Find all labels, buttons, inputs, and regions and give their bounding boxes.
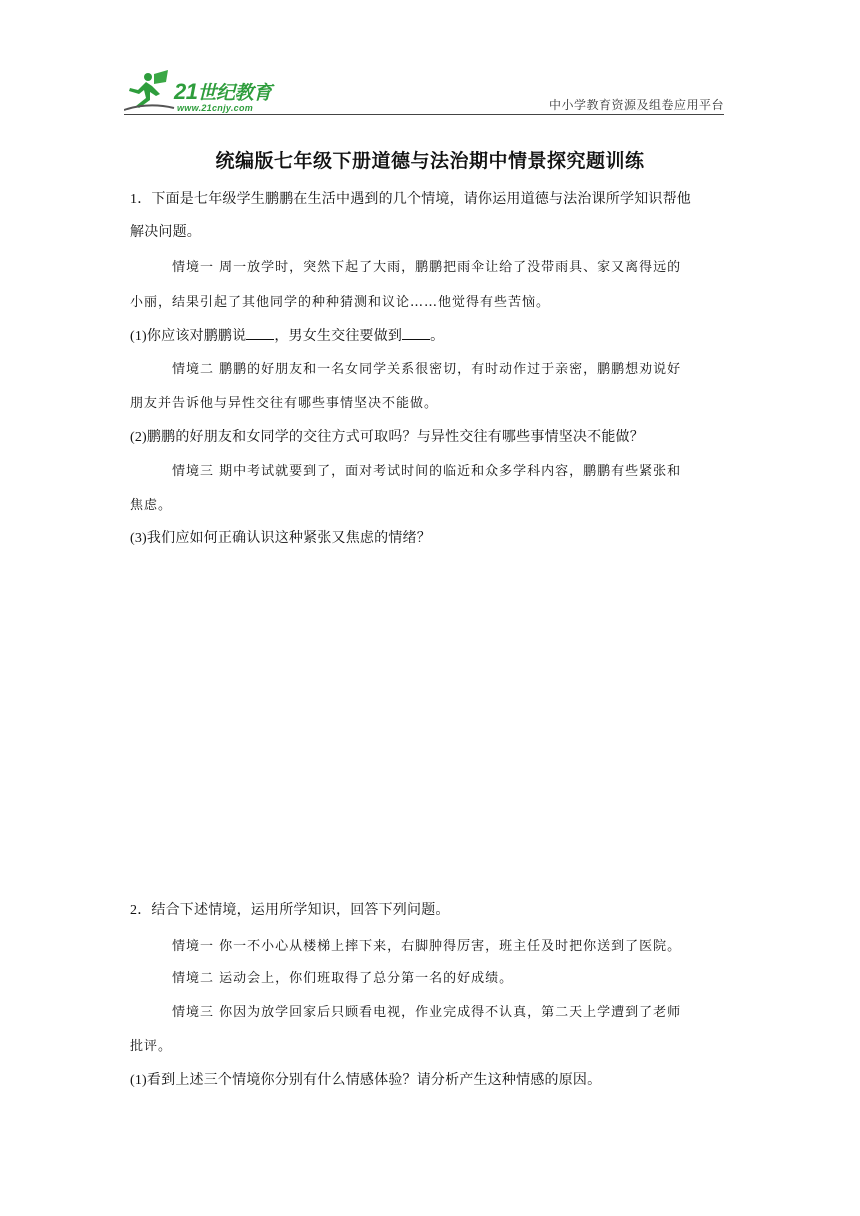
q1-scenario3-line1: 情境三 期中考试就要到了，面对考试时间的临近和众多学科内容，鹏鹏有些紧张和 (172, 464, 682, 479)
q2-scenario2: 情境二 运动会上，你们班取得了总分第一名的好成绩。 (172, 971, 514, 986)
header-divider (124, 114, 724, 115)
answer-blank-1[interactable] (246, 327, 274, 340)
q1-stem-line2: 解决问题。 (130, 225, 201, 240)
q2-subquestion1: (1)看到上述三个情境你分别有什么情感体验？请分析产生这种情感的原因。 (130, 1073, 602, 1088)
logo-wordmark: 21世纪教育 (174, 79, 272, 104)
document-title: 统编版七年级下册道德与法治期中情景探究题训练 (215, 150, 645, 172)
q1-scenario2-line1: 情境二 鹏鹏的好朋友和一名女同学关系很密切，有时动作过于亲密，鹏鹏想劝说好 (172, 362, 682, 377)
page-header (124, 64, 724, 116)
q2-scenario3-line1: 情境三 你因为放学回家后只顾看电视，作业完成得不认真，第二天上学遭到了老师 (172, 1005, 682, 1020)
answer-blank-2[interactable] (402, 327, 430, 340)
q1-subquestion3: (3)我们应如何正确认识这种紧张又焦虑的情绪？ (130, 531, 431, 546)
q2-scenario1: 情境一 你一不小心从楼梯上摔下来，右脚肿得厉害，班主任及时把你送到了医院。 (172, 939, 682, 954)
q1-scenario2-line2: 朋友并告诉他与异性交往有哪些事情坚决不能做。 (130, 396, 439, 411)
q1-scenario1-line2: 小丽，结果引起了其他同学的种种猜测和议论……他觉得有些苦恼。 (130, 295, 551, 310)
q1-sub1-text-b: ，男女生交往要做到 (274, 329, 403, 344)
q1-scenario1-line1: 情境一 周一放学时，突然下起了大雨，鹏鹏把雨伞让给了没带雨具、家又离得远的 (172, 260, 682, 275)
q1-subquestion2: (2)鹏鹏的好朋友和女同学的交往方式可取吗？与异性交往有哪些事情坚决不能做？ (130, 430, 644, 445)
q2-stem: 2．结合下述情境，运用所学知识，回答下列问题。 (130, 903, 450, 918)
q1-stem-line1: 1．下面是七年级学生鹏鹏在生活中遇到的几个情境，请你运用道德与法治课所学知识帮他 (130, 192, 691, 207)
platform-label: 中小学教育资源及组卷应用平台 (548, 98, 724, 112)
q1-subquestion1 (130, 325, 730, 345)
q2-scenario3-line2: 批评。 (130, 1039, 173, 1054)
q1-sub1-text-a: (1)你应该对鹏鹏说 (130, 329, 247, 344)
runner-logo-icon (124, 68, 178, 112)
q1-scenario3-line2: 焦虑。 (130, 498, 173, 513)
logo-url: www.21cnjy.com (177, 103, 254, 113)
q1-sub1-text-c: 。 (430, 329, 445, 344)
logo (124, 64, 294, 116)
